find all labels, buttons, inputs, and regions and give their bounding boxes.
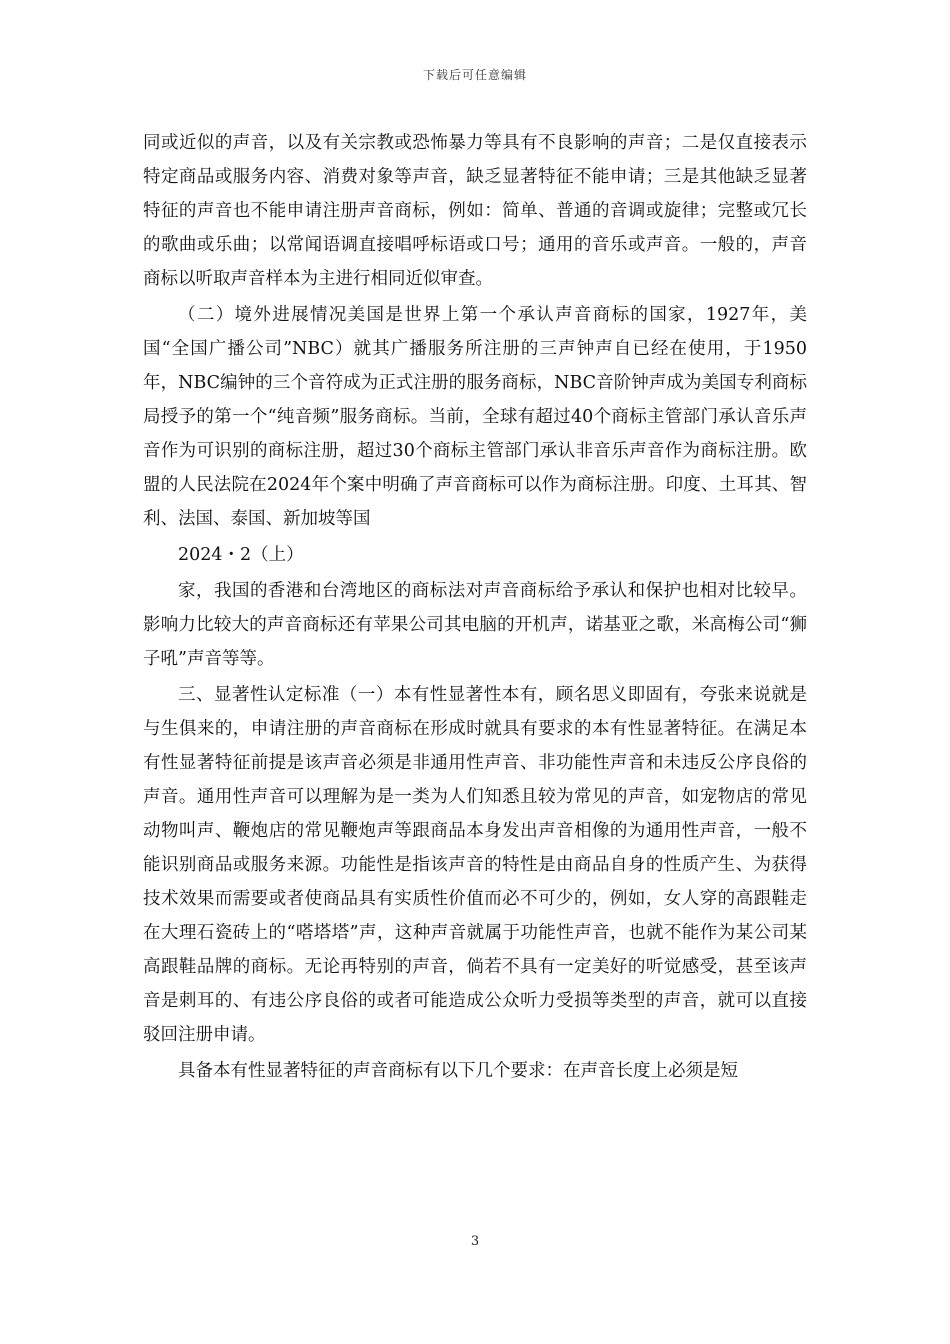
paragraph-1: 同或近似的声音，以及有关宗教或恐怖暴力等具有不良影响的声音；二是仅直接表示特定商品或服务内容、消费对象等声音，缺乏显著特征不能申请；三是其他缺乏显著特征的声音也不能申请注册声音商标，例如：简单、普通的音调或旋律；完整或冗长的歌曲或乐曲；以常闻语调直接唱呼标语或口号；通用的音乐或声音。一般的，声音商标以听取声音样本为主进行相同近似审查。 [143, 133, 807, 289]
page-header: 下载后可任意编辑 [422, 68, 527, 82]
paragraph-5: 三、显著性认定标准（一）本有性显著性本有，顾名思义即固有，夸张来说就是与生俱来的，申请注册的声音商标在形成时就具有要求的本有性显著特征。在满足本有性显著特征前提是该声音必须是非通用性声音、非功能性声音和未违反公序良俗的声音。通用性声音可以理解为是一类为人们知悉且较为常见的声音，如宠物店的常见动物叫声、鞭炮店的常见鞭炮声等跟商品本身发出声音相像的为通用性声音，一般不能识别商品或服务来源。功能性是指该声音的特性是由商品自身的性质产生、为获得技术效果而需要或者使商品具有实质性价值而必不可少的，例如，女人穿的高跟鞋走在大理石瓷砖上的“嗒塔塔”声，这种声音就属于功能性声音，也就不能作为某公司某高跟鞋品牌的商标。无论再特别的声音，倘若不具有一定美好的听觉感受，甚至该声音是刺耳的、有违公序良俗的或者可能造成公众听力受损等类型的声音，就可以直接驳回注册申请。 [143, 685, 807, 1045]
paragraph-3-date: 2024・2（上） [178, 545, 304, 565]
page-number: 3 [470, 1234, 480, 1249]
document-body [143, 126, 807, 1088]
paragraph-2: （二）境外进展情况美国是世界上第一个承认声音商标的国家，1927年，美国“全国广播公司”NBC）就其广播服务所注册的三声钟声自已经在使用，于1950年，NBC编钟的三个音符成为正式注册的服务商标，NBC音阶钟声成为美国专利商标局授予的第一个“纯音频”服务商标。当前，全球有超过40个商标主管部门承认音乐声音作为可识别的商标注册，超过30个商标主管部门承认非音乐声音作为商标注册。欧盟的人民法院在2024年个案中明确了声音商标可以作为商标注册。印度、土耳其、智利、法国、泰国、新加坡等国 [143, 305, 807, 529]
paragraph-4: 家，我国的香港和台湾地区的商标法对声音商标给予承认和保护也相对比较早。影响力比较大的声音商标还有苹果公司其电脑的开机声，诺基亚之歌，米高梅公司“狮子吼”声音等等。 [143, 581, 807, 669]
paragraph-6: 具备本有性显著特征的声音商标有以下几个要求：在声音长度上必须是短 [178, 1061, 738, 1081]
